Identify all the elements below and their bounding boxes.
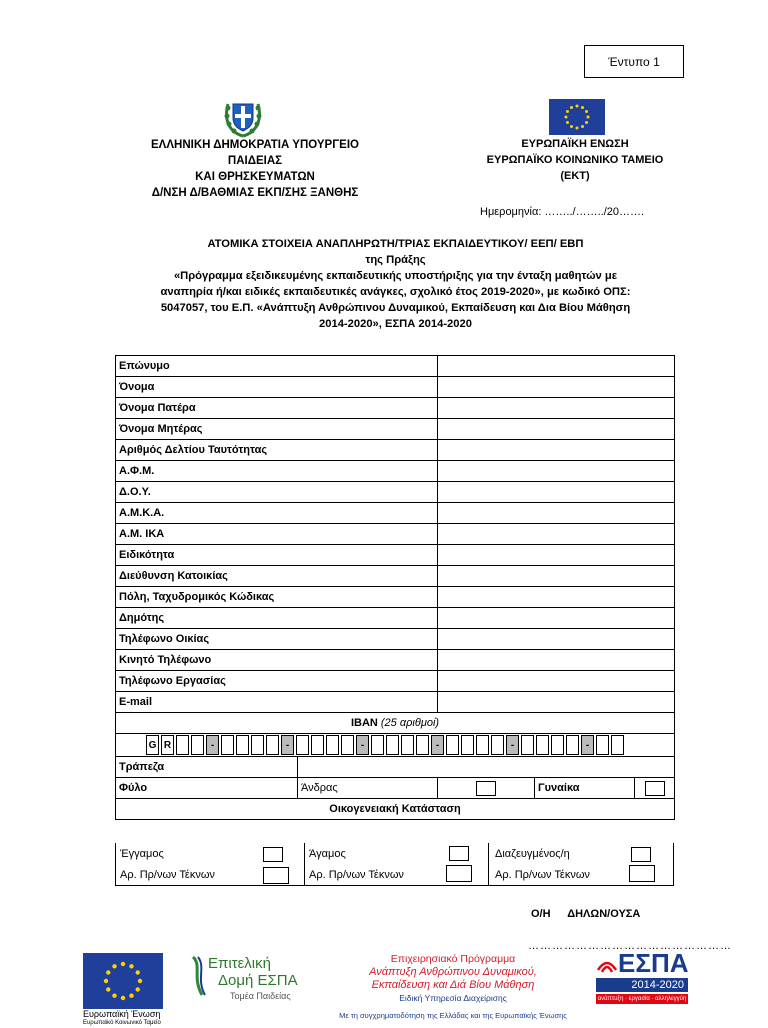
- field-row: [116, 503, 675, 524]
- family-header: Οικογενειακή Κατάσταση: [116, 799, 675, 820]
- field-label: Τηλέφωνο Εργασίας: [116, 671, 438, 692]
- field-label: Διεύθυνση Κατοικίας: [116, 566, 438, 587]
- field-label: Δ.Ο.Υ.: [116, 482, 438, 503]
- iban-cell[interactable]: [521, 735, 534, 755]
- field-row: [116, 356, 675, 377]
- iban-row: [116, 734, 675, 757]
- eu-star: [576, 105, 579, 108]
- field-input[interactable]: [438, 587, 675, 608]
- male-checkbox[interactable]: [476, 781, 496, 796]
- married-children-input[interactable]: [263, 867, 289, 884]
- espa-stripes-icon: [596, 954, 618, 974]
- field-label: Αριθμός Δελτίου Ταυτότητας: [116, 440, 438, 461]
- field-label: Α.Μ.Κ.Α.: [116, 503, 438, 524]
- eu-star: [129, 994, 133, 998]
- field-row: [116, 608, 675, 629]
- eu-star: [106, 970, 110, 974]
- ministry-header: ΕΛΛΗΝΙΚΗ ΔΗΜΟΚΡΑΤΙΑ ΥΠΟΥΡΓΕΙΟ ΠΑΙΔΕΙΑΣ ΚΑΙ ΘΡΗΣΚΕΥΜΑΤΩΝ Δ/ΝΣΗ Δ/ΒΑΘΜΙΑΣ ΕΚΠ/ΣΗΣ ΞΑΝΘΗΣ: [151, 139, 359, 199]
- eu-star: [566, 121, 569, 124]
- iban-cell[interactable]: [566, 735, 579, 755]
- iban-cell[interactable]: -: [281, 735, 294, 755]
- eu-star: [136, 987, 140, 991]
- eu-star: [587, 116, 590, 119]
- eu-star: [104, 979, 108, 983]
- iban-cell[interactable]: [401, 735, 414, 755]
- field-row: [116, 566, 675, 587]
- bank-row: [116, 757, 675, 778]
- field-input[interactable]: [438, 482, 675, 503]
- eu-star: [121, 962, 125, 966]
- eu-star: [129, 964, 133, 968]
- greek-emblem-icon: [222, 98, 264, 138]
- field-row: [116, 440, 675, 461]
- married-checkbox[interactable]: [263, 847, 283, 862]
- iban-cell[interactable]: [416, 735, 429, 755]
- field-label: Α.Μ. ΙΚΑ: [116, 524, 438, 545]
- single-checkbox[interactable]: [449, 846, 469, 861]
- divorced-checkbox[interactable]: [631, 847, 651, 862]
- field-label: Πόλη, Ταχυδρομικός Κώδικας: [116, 587, 438, 608]
- bank-label: Τράπεζα: [116, 757, 298, 778]
- bank-input[interactable]: [298, 757, 675, 778]
- married-children-label: Αρ. Πρ/νων Τέκνων: [120, 869, 215, 881]
- field-row: [116, 398, 675, 419]
- field-row: [116, 629, 675, 650]
- iban-cell[interactable]: -: [581, 735, 594, 755]
- iban-cell[interactable]: [446, 735, 459, 755]
- field-input[interactable]: [438, 461, 675, 482]
- family-status-block: [115, 843, 674, 886]
- married-label: Έγγαμος: [120, 848, 164, 860]
- iban-cell[interactable]: [176, 735, 189, 755]
- iban-cell[interactable]: [611, 735, 624, 755]
- iban-cell[interactable]: [251, 735, 264, 755]
- eu-flag-icon: [549, 99, 605, 135]
- signature-line[interactable]: ……………………………………………: [528, 940, 732, 952]
- iban-cell[interactable]: -: [356, 735, 369, 755]
- eu-header: ΕΥΡΩΠΑΪΚΗ ΕΝΩΣΗ ΕΥΡΩΠΑΪΚΟ ΚΟΙΝΩΝΙΚΟ ΤΑΜΕΙΟ (ΕΚΤ): [486, 138, 664, 182]
- iban-cell[interactable]: [491, 735, 504, 755]
- eu-star: [565, 116, 568, 119]
- iban-cell[interactable]: [476, 735, 489, 755]
- iban-cell[interactable]: G: [146, 735, 159, 755]
- document-title: ΑΤΟΜΙΚΑ ΣΤΟΙΧΕΙΑ ΑΝΑΠΛΗΡΩΤΗ/ΤΡΙΑΣ ΕΚΠΑΙΔΕΥΤΙΚΟΥ/ ΕΕΠ/ ΕΒΠ της Πράξης «Πρόγραμμα εξειδικευμένης εκπαιδευτικής υποστήριξης για την ένταξη μαθητών με αναπηρία ή/και ειδικές εκπαιδευτικές ανάγκες, σχολικό έτος 2019-2020», με κωδικό ΟΠΣ: 5047057, του Ε.Π. «Ανάπτυξη Ανθρώπινου Δυναμικού, Εκπαίδευση και Δια Βίου Μάθηση 2014-2020», ΕΣΠΑ 2014-2020: [160, 238, 631, 330]
- ribbon-icon: [190, 955, 208, 997]
- field-row: [116, 692, 675, 713]
- female-checkbox[interactable]: [645, 781, 665, 796]
- eu-star: [136, 970, 140, 974]
- eu-star: [570, 125, 573, 128]
- eu-star: [581, 125, 584, 128]
- field-input[interactable]: [438, 398, 675, 419]
- field-input[interactable]: [438, 440, 675, 461]
- operational-programme-text: Επιχειρησιακό Πρόγραμμα Ανάπτυξη Ανθρώπινου Δυναμικού, Εκπαίδευση και Διά Βίου Μάθηση Ειδική Υπηρεσία Διαχείρισης Με τη συγχρηματοδότηση της Ελλάδας και της Ευρωπαϊκής Ένωσης: [339, 953, 567, 1020]
- espa-structure-logo: Επιτελική Δομή ΕΣΠΑ Τομέα Παιδείας: [190, 955, 310, 1005]
- divorced-label: Διαζευγμένος/η: [495, 848, 570, 860]
- field-input[interactable]: [438, 566, 675, 587]
- field-input[interactable]: [438, 629, 675, 650]
- field-label: Ειδικότητα: [116, 545, 438, 566]
- eu-star: [585, 121, 588, 124]
- field-row: [116, 524, 675, 545]
- field-label: Κινητό Τηλέφωνο: [116, 650, 438, 671]
- iban-input[interactable]: [116, 734, 674, 756]
- field-input[interactable]: [438, 545, 675, 566]
- footer-eu-text: Ευρωπαϊκή Ένωση Ευρωπαϊκό Κοινωνικό Ταμείο: [83, 1009, 161, 1026]
- iban-cell[interactable]: [551, 735, 564, 755]
- field-row: [116, 587, 675, 608]
- field-row: [116, 545, 675, 566]
- male-label: Άνδρας: [298, 778, 438, 799]
- field-label: Δημότης: [116, 608, 438, 629]
- divorced-children-input[interactable]: [629, 865, 655, 882]
- iban-cell[interactable]: -: [431, 735, 444, 755]
- iban-cell[interactable]: -: [506, 735, 519, 755]
- eu-star: [121, 996, 125, 1000]
- field-row: [116, 650, 675, 671]
- field-row: [116, 671, 675, 692]
- field-input[interactable]: [438, 356, 675, 377]
- eu-star: [576, 127, 579, 130]
- iban-cell[interactable]: [236, 735, 249, 755]
- field-input[interactable]: [438, 377, 675, 398]
- field-row: [116, 482, 675, 503]
- eu-star: [106, 987, 110, 991]
- iban-cell[interactable]: [536, 735, 549, 755]
- eu-star: [585, 110, 588, 113]
- field-input[interactable]: [438, 503, 675, 524]
- iban-cell[interactable]: [371, 735, 384, 755]
- iban-header-row: [116, 713, 675, 734]
- iban-cell[interactable]: [596, 735, 609, 755]
- iban-cell[interactable]: -: [206, 735, 219, 755]
- iban-cell[interactable]: [296, 735, 309, 755]
- eu-star: [570, 106, 573, 109]
- iban-note: (25 αριθμοί): [380, 717, 440, 729]
- field-label: E-mail: [116, 692, 438, 713]
- field-input[interactable]: [438, 524, 675, 545]
- espa-logo: ΕΣΠΑ 2014-2020 ανάπτυξη · εργασία · αλληλεγγύη: [597, 948, 689, 1002]
- field-label: Α.Φ.Μ.: [116, 461, 438, 482]
- female-label: Γυναίκα: [535, 778, 635, 799]
- field-label: Όνομα Πατέρα: [116, 398, 438, 419]
- eu-star: [112, 994, 116, 998]
- iban-cell[interactable]: [341, 735, 354, 755]
- field-input[interactable]: [438, 692, 675, 713]
- iban-cell[interactable]: [266, 735, 279, 755]
- iban-cell[interactable]: [326, 735, 339, 755]
- gender-row: [116, 778, 675, 799]
- field-label: Τηλέφωνο Οικίας: [116, 629, 438, 650]
- footer-eu-flag-icon: [83, 953, 163, 1009]
- form-number: Έντυπο 1: [584, 45, 684, 78]
- field-row: [116, 377, 675, 398]
- eu-star: [112, 964, 116, 968]
- field-label: Όνομα Μητέρας: [116, 419, 438, 440]
- iban-cell[interactable]: [221, 735, 234, 755]
- single-children-input[interactable]: [446, 865, 472, 882]
- divorced-children-label: Αρ. Πρ/νων Τέκνων: [495, 869, 590, 881]
- signature-label: Ο/Η ΔΗΛΩΝ/ΟΥΣΑ: [531, 908, 641, 920]
- gender-label: Φύλο: [116, 778, 298, 799]
- date-field[interactable]: Ημερομηνία: ……../……../20…….: [480, 206, 645, 218]
- field-row: [116, 461, 675, 482]
- eu-star: [138, 979, 142, 983]
- iban-cell[interactable]: [191, 735, 204, 755]
- iban-cell[interactable]: [386, 735, 399, 755]
- family-header-row: [116, 799, 675, 820]
- single-children-label: Αρ. Πρ/νων Τέκνων: [309, 869, 404, 881]
- eu-star: [566, 110, 569, 113]
- field-input[interactable]: [438, 671, 675, 692]
- field-input[interactable]: [438, 608, 675, 629]
- field-input[interactable]: [438, 419, 675, 440]
- iban-label: IBAN: [350, 717, 378, 729]
- iban-cell[interactable]: [311, 735, 324, 755]
- eu-star: [581, 106, 584, 109]
- field-label: Επώνυμο: [116, 356, 438, 377]
- iban-cell[interactable]: [461, 735, 474, 755]
- single-label: Άγαμος: [309, 848, 346, 860]
- field-row: [116, 419, 675, 440]
- personal-data-table: [115, 355, 675, 820]
- field-label: Όνομα: [116, 377, 438, 398]
- iban-cell[interactable]: R: [161, 735, 174, 755]
- field-input[interactable]: [438, 650, 675, 671]
